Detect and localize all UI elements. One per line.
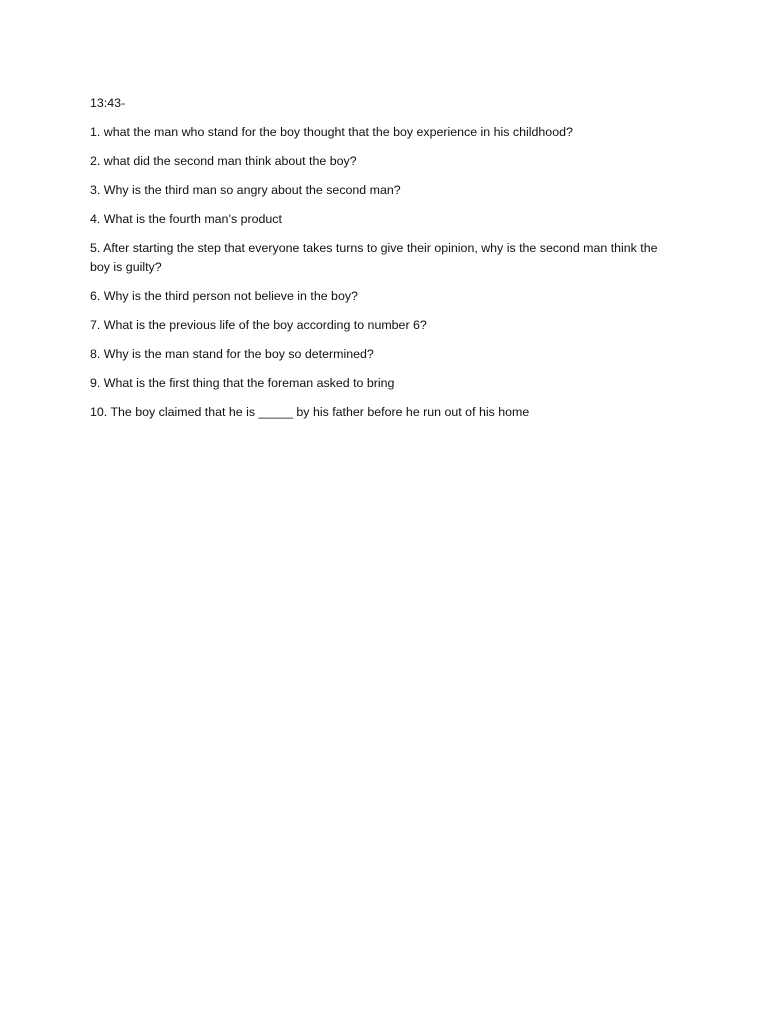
question-3: 3. Why is the third man so angry about the second man? <box>90 183 401 197</box>
question-7: 7. What is the previous life of the boy according to number 6? <box>90 318 427 332</box>
timestamp-text: 13:43- <box>90 96 126 110</box>
question-10: 10. The boy claimed that he is _____ by his father before he run out of his home <box>90 405 530 419</box>
question-5: 5. After starting the step that everyone takes turns to give their opinion, why is the second man think the boy is guilty? <box>90 241 658 274</box>
question-4: 4. What is the fourth man’s product <box>90 212 282 226</box>
question-9: 9. What is the first thing that the foreman asked to bring <box>90 376 395 390</box>
question-2: 2. what did the second man think about the boy? <box>90 154 357 168</box>
question-8: 8. Why is the man stand for the boy so determined? <box>90 347 374 361</box>
question-1: 1. what the man who stand for the boy thought that the boy experience in his childhood? <box>90 125 573 139</box>
question-6: 6. Why is the third person not believe in the boy? <box>90 289 358 303</box>
